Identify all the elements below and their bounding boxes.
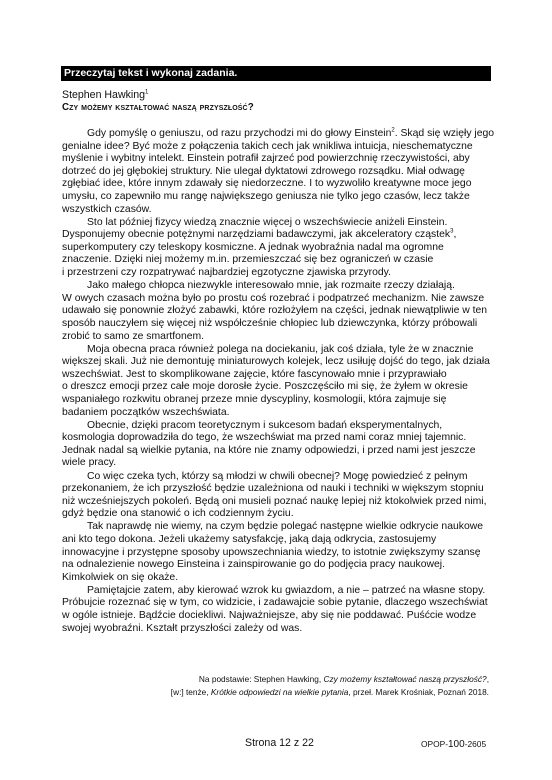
text-line: W owych czasach można było po prostu coś rozebrać i podpatrzeć mechanizm. Nie zawsze (62, 292, 485, 304)
text-run: Gdy pomyślę o geniuszu, od razu przychodzi mi do głowy Einstein (87, 128, 392, 139)
text-line: Sto lat później fizycy wiedzą znacznie więcej o wszechświecie aniżeli Einstein. (87, 216, 448, 228)
text-line: Tak naprawdę nie wiemy, na czym będzie polegać następne wielkie odkrycie naukowe (87, 521, 484, 533)
text-run: , (486, 674, 489, 684)
text-run: , przeł. Marek Krośniak, Poznań 2018. (348, 686, 489, 697)
book-title: Krótkie odpowiedzi na wielkie pytania (210, 686, 349, 697)
exam-code (421, 739, 486, 750)
source-citation (150, 673, 489, 698)
text-run: . Skąd się wzięły jego (394, 128, 495, 139)
text-line: na odnalezienie nowego Einsteina i zainspirowanie go do podjęcia pracy naukowej. (62, 559, 445, 571)
text-run: , (453, 229, 457, 241)
text-line: udawało się ponownie złożyć zabawki, które rozłożyłem na części, jednak niewątpliwie w ten (62, 305, 488, 317)
paragraph-8 (62, 585, 490, 635)
text-line: wszystkich czasów. (62, 203, 152, 215)
author-text: Stephen Hawking (62, 89, 146, 101)
paragraph-3 (62, 280, 490, 343)
text-line: genialne idee? Być może z połączenia takich cech jak wnikliwa intuicja, nieschematyczne (62, 140, 473, 152)
citation-line-2 (150, 686, 489, 699)
text-run: Na podstawie: Stephen Hawking, (198, 674, 324, 684)
text-line: Próbujcie rozeznać się w tym, co widzicie, i zadawajcie sobie pytanie, dlaczego wszechświat (62, 597, 488, 609)
article-title: Czy możemy kształtować naszą przyszłość? (62, 102, 254, 113)
task-instruction-banner: Przeczytaj tekst i wykonaj zadania. (61, 66, 491, 81)
text-line: zrobić to samo ze smartfonem. (62, 330, 205, 342)
text-line: wiele pracy. (62, 457, 117, 469)
text-line: i przestrzeni czy rozpatrywać najbardziej egzotyczne zjawiska przyrody. (62, 267, 391, 279)
text-line: umysłu, co zapewniło mu rangę największego geniusza nie tylko jego czasów, lecz także (62, 190, 470, 202)
text-line (62, 229, 490, 242)
paragraph-2 (62, 217, 490, 280)
text-run: [w:] tenże, (170, 686, 211, 697)
text-line: gdyż będzie ona stanowić o ich codziennym życiu. (62, 508, 294, 520)
text-line: Jednak nadal są wielkie pytania, na które nie znamy odpowiedzi, i przed nami jest jeszcze (62, 444, 476, 456)
footnote-marker: 1 (145, 89, 149, 96)
text-line: superkomputery czy teleskopy kosmiczne. A jednak wyobraźnia nadal ma ogromne (62, 241, 444, 253)
text-run: OPOP- (421, 739, 448, 749)
article-body (62, 127, 495, 635)
text-line: badaniem początków wszechświata. (62, 406, 230, 418)
text-run: Dysponujemy obecnie potężnymi narzędziami badawczymi, jak akceleratory cząstek (62, 229, 451, 241)
text-line (62, 127, 495, 141)
text-line: swojej wyobraźni. Kształt przyszłości zależy od was. (62, 622, 303, 634)
text-line: przekonaniem, że ich przyszłość będzie uzależniona od nauki i techniki w większym stopniu (62, 483, 484, 495)
text-line: ani kto tego dokona. Jeżeli ukażemy satysfakcję, jaką dają odkrycia, zastosujemy (62, 534, 437, 545)
text-line: większej skali. Już nie demontuję miniaturowych kolejek, lecz usiłuję dojść do tego, jak działa (62, 356, 490, 368)
text-run: -2605 (464, 739, 487, 749)
text-line: zgłębiać idee, które innym zdawały się niedorzeczne. I to wyzwoliło kreatywne moce jego (62, 178, 472, 190)
text-line: Jako małego chłopca niezwykle interesowało mnie, jak rozmaite rzeczy działają. (87, 280, 455, 292)
text-line: znaczenie. Dzięki niej możemy m.in. przemieszczać się bez ograniczeń w czasie (62, 254, 434, 266)
text-line: Kimkolwiek on się okaże. (62, 571, 179, 583)
footnote-marker: 3 (450, 228, 454, 235)
text-line: innowacyjne i przystępne sposoby upowszechniania wiedzy, to istotnie zwiększymy szansę (62, 546, 481, 558)
text-line: wszechświat. Jest to skomplikowane zajęcie, które fascynowało mnie i przyprawiało (62, 368, 447, 380)
text-line: sposób nauczyłem się więcej niż współcześnie chłopiec lub dziewczynka, którzy próbowali (62, 317, 478, 329)
text-line: Moja obecna praca również polega na dociekaniu, jak coś działa, tyle że w znacznie (87, 343, 474, 355)
text-line: w ogóle istnieje. Bądźcie dociekliwi. Najważniejsze, aby się nie poddawać. Puśćcie wodze (62, 610, 477, 622)
paragraph-1 (62, 127, 495, 216)
text-line: Co więc czeka tych, którzy są młodzi w chwili obecnej? Mogę powiedzieć z pełnym (87, 470, 468, 482)
book-title: Czy możemy kształtować naszą przyszłość? (323, 674, 487, 684)
text-line: kosmologia doprowadziła do tego, że wszechświat ma przed nami coraz mniej tajemnic. (62, 432, 467, 444)
footnote-marker: 2 (391, 127, 395, 134)
text-run: 100 (448, 739, 465, 750)
citation-line-1 (150, 673, 489, 686)
paragraph-7 (62, 521, 490, 584)
text-line: wspaniałego rozkwitu obranej przeze mnie dyscypliny, kosmologii, która zajmuje się (62, 393, 447, 405)
paragraph-4 (62, 344, 490, 420)
page-number: Strona 12 z 22 (245, 737, 314, 749)
text-line: dotrzeć do jej głębokiej struktury. Nie ulegał dyktatowi zdrowego rozsądku. Miał odwagę (62, 165, 465, 177)
text-line: niż wcześniejszych pokoleń. Będą oni musieli poznać naukę lepiej niż ktokolwiek przed nimi, (62, 495, 487, 507)
text-line: Pamiętajcie zatem, aby kierować wzrok ku gwiazdom, a nie – patrzeć na własne stopy. (87, 584, 486, 596)
text-line: o dreszcz emocji przez całe moje dorosłe życie. Poszczęściło mi się, że żyłem w okresie (62, 381, 468, 393)
text-line: myślenie i wybitny intelekt. Einstein potrafił zajrzeć pod powierzchnię rzeczywistości, aby (62, 153, 470, 165)
paragraph-5 (62, 420, 490, 470)
paragraph-6 (62, 471, 490, 521)
author-name (62, 89, 148, 101)
text-line: Obecnie, dzięki pracom teoretycznym i sukcesom badań eksperymentalnych, (87, 419, 443, 431)
